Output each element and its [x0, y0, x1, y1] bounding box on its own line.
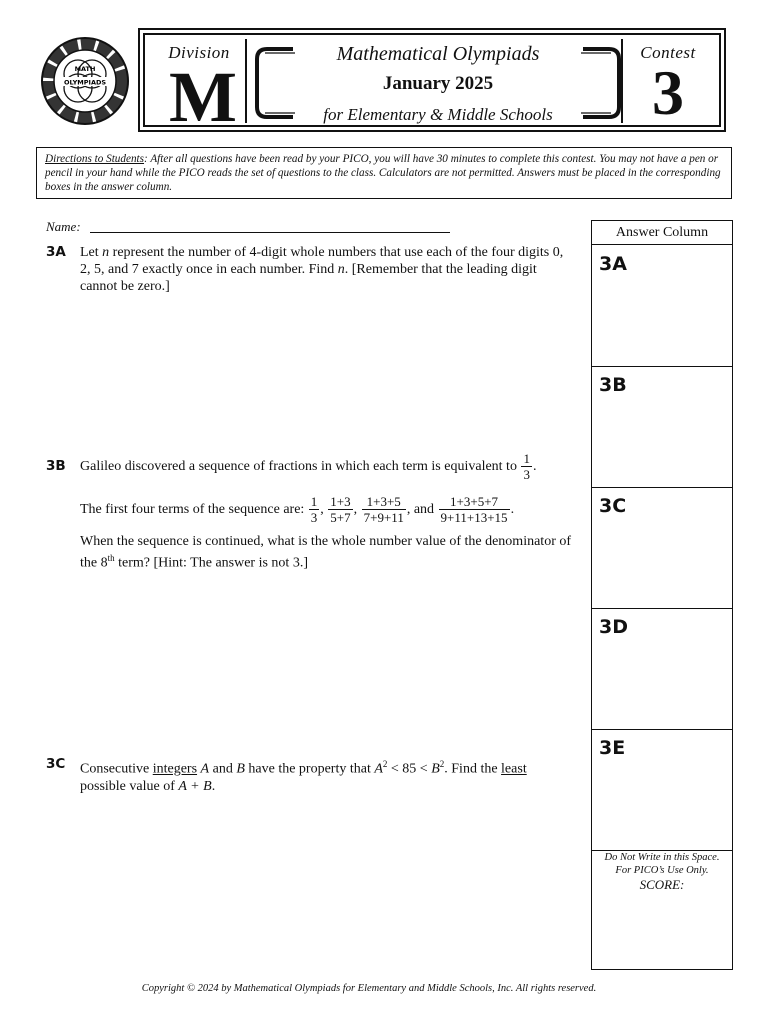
- problem-3b: [46, 449, 576, 572]
- score-label: SCORE:: [639, 877, 685, 892]
- sequence-term-2: $\frac{1+3}{5+7}$: [330, 494, 351, 526]
- contest-label: Contest: [640, 43, 696, 62]
- svg-text:OLYMPIADS: OLYMPIADS: [63, 78, 107, 87]
- problem-3c: [46, 756, 576, 795]
- answer-box-3a[interactable]: [592, 245, 732, 367]
- problem-number: 3A: [46, 244, 66, 260]
- answer-label: 3E: [599, 737, 626, 759]
- answer-box-3d[interactable]: [592, 608, 732, 730]
- answer-label: 3D: [599, 616, 628, 638]
- math-olympiads-logo: [40, 36, 130, 126]
- answer-box-3c[interactable]: [592, 487, 732, 609]
- sequence-terms: The first four terms of the sequence are: $\frac{1}{3}$ , $\frac{1+3}{5+7}$ , $\frac{1+3+5}{7+9+11}$ , and $\frac{1+3+5+7}{9+11+13+15}$ .: [80, 494, 515, 526]
- problem-number: 3C: [46, 756, 66, 772]
- pico-score-box: Do Not Write in this Space. For PICO’s Use Only. SCORE:: [592, 851, 732, 891]
- problem-number: 3B: [46, 458, 66, 474]
- problem-text: Consecutive integers A and B have the property that $A^2 < 85 < B^2$. Find the least possible value of A + B.: [80, 759, 527, 794]
- answer-label: 3B: [599, 374, 627, 396]
- contest-number: 3: [652, 57, 684, 128]
- division-label: Division: [168, 43, 230, 62]
- answer-label: 3C: [599, 495, 627, 517]
- directions-text: : After all questions have been read by your PICO, you will have 30 minutes to complete this contest. You may not have a pen or pencil in your hand while the PICO reads the set of questions to the class. Calculators are not permitted. Answers must be placed in the corresponding boxes in the answer column.: [45, 153, 721, 193]
- directions-lead: Directions to Students: [45, 153, 145, 165]
- fraction-one-third: $\frac{1}{3}$: [523, 451, 530, 483]
- answer-column-header: Answer Column: [592, 221, 732, 245]
- answer-box-3b[interactable]: [592, 366, 732, 488]
- answer-column: [591, 220, 733, 970]
- org-subtitle: for Elementary & Middle Schools: [323, 105, 553, 124]
- division-box: [153, 39, 247, 137]
- name-field-line[interactable]: [90, 232, 450, 233]
- contest-banner: [138, 28, 726, 137]
- sequence-term-4: $\frac{1+3+5+7}{9+11+13+15}$: [440, 494, 508, 526]
- problem-text: Let n represent the number of 4-digit whole numbers that use each of the four digits 0, 2, 5, and 7 exactly once in each number. Find n. [Remember that the leading digit cannot be zero.]: [80, 245, 564, 294]
- copyright-notice: Copyright © 2024 by Mathematical Olympiads for Elementary and Middle Schools, Inc. All rights reserved.: [141, 983, 597, 994]
- answer-label: 3A: [599, 253, 627, 275]
- division-letter: M: [169, 57, 237, 137]
- problem-3a: [46, 244, 576, 295]
- sequence-term-3: $\frac{1+3+5}{7+9+11}$: [363, 494, 404, 526]
- directions-box: [36, 147, 732, 199]
- org-title: Mathematical Olympiads: [336, 43, 540, 65]
- name-label: Name:: [46, 219, 81, 234]
- contest-box: [621, 39, 713, 128]
- sequence-term-1: $\frac{1}{3}$: [310, 494, 318, 526]
- contest-date: January 2025: [382, 73, 494, 94]
- problem-text: Galileo discovered a sequence of fractions in which each term is equivalent to $\frac{1}{3}$ . The first four terms of the sequence are: $\frac{1}{3}$ , $\frac{1+3}{5+7}$ , $\frac{1+3+5}{7+9+11}$ , and $\frac{1+3+5+7}{9+11+13+15}$ . When the sequence is continued, what is the whole number value of the denominator of the 8th term? [Hint: The answer is not 3.]: [80, 449, 576, 572]
- svg-text:MATH: MATH: [74, 65, 96, 73]
- answer-box-3e[interactable]: [592, 729, 732, 851]
